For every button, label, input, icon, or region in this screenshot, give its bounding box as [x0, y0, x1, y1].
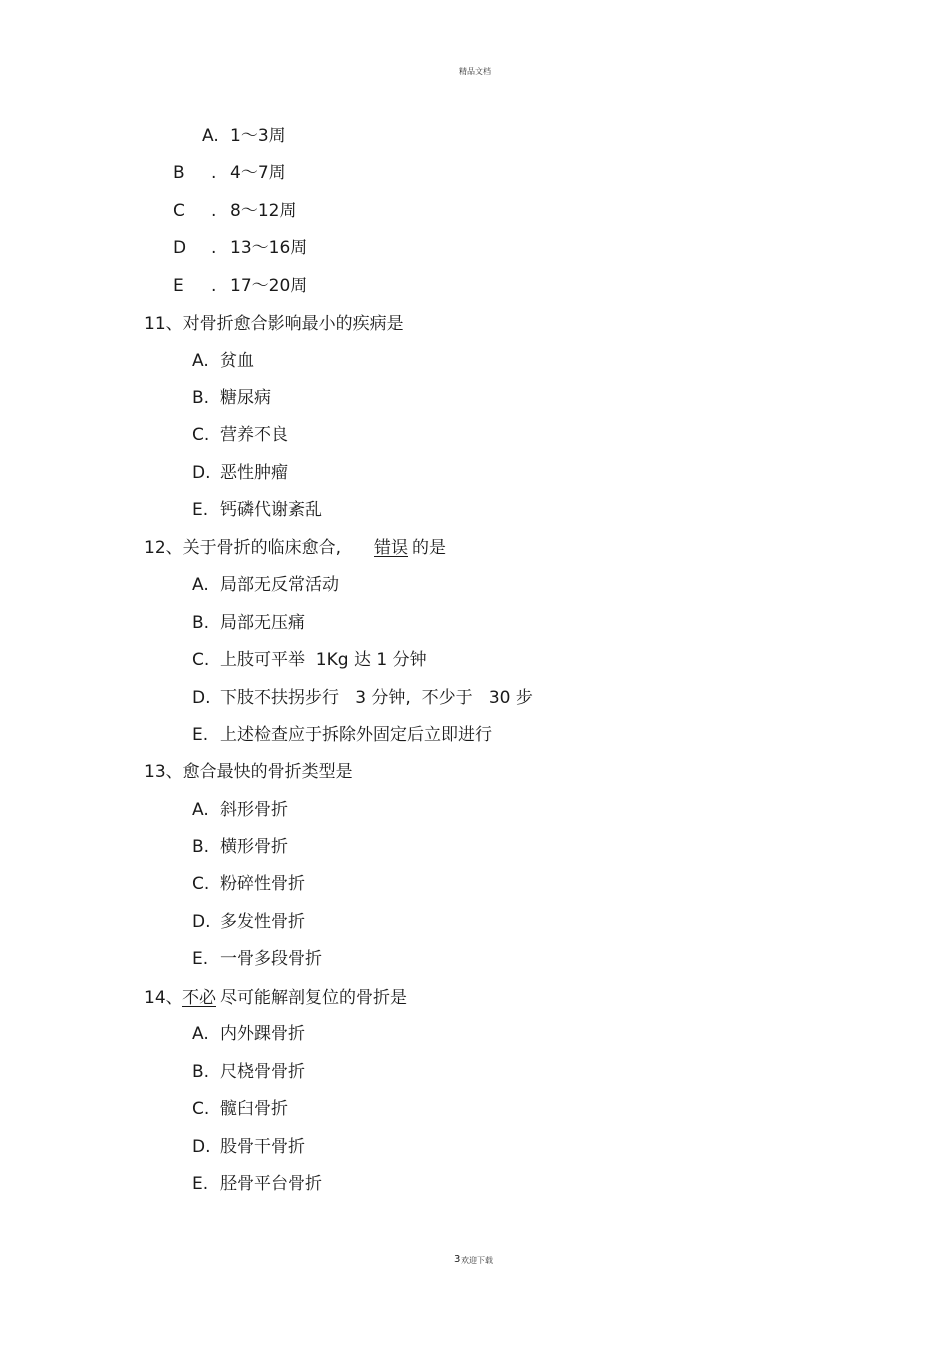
stem-text: 14、 — [144, 988, 183, 1008]
option-letter: C — [173, 201, 185, 221]
option-letter: C. — [192, 650, 210, 670]
option-letter: A. — [192, 351, 209, 371]
option-text: 下肢不扶拐步行 3 分钟, 不少于 30 步 — [220, 688, 533, 708]
option-text: 上述检查应于拆除外固定后立即进行 — [220, 725, 492, 745]
option-text: 髋臼骨折 — [220, 1099, 288, 1119]
option-text: 内外踝骨折 — [220, 1024, 305, 1044]
option-text: 糖尿病 — [220, 388, 271, 408]
option-text: 胫骨平台骨折 — [220, 1174, 322, 1194]
option-letter: B. — [192, 613, 210, 633]
option-text: 贫血 — [220, 351, 254, 371]
option-letter: B. — [192, 1062, 210, 1082]
option-text: 4～7周 — [230, 163, 286, 183]
option-dot: . — [211, 163, 217, 183]
stem-emphasis: 错误 — [374, 538, 408, 558]
option-letter: C. — [192, 874, 210, 894]
page-number: 3 — [454, 1254, 461, 1265]
option-text: 多发性骨折 — [220, 912, 305, 932]
option-text: 恶性肿瘤 — [220, 463, 288, 483]
option-letter: D. — [192, 1137, 211, 1157]
option-dot: . — [211, 238, 217, 258]
option-text: 股骨干骨折 — [220, 1137, 305, 1157]
option-letter: D — [173, 238, 187, 258]
option-letter: B. — [192, 388, 210, 408]
option-letter: C. — [192, 425, 210, 445]
option-letter: B — [173, 163, 185, 183]
option-dot: . — [211, 276, 217, 296]
option-text: 1～3周 — [230, 126, 286, 146]
option-text: 斜形骨折 — [220, 800, 288, 820]
option-letter: D. — [192, 688, 211, 708]
q11-stem: 11、对骨折愈合影响最小的疾病是 — [144, 314, 404, 334]
option-letter: D. — [192, 463, 211, 483]
option-text: 局部无压痛 — [220, 613, 305, 633]
option-text: 营养不良 — [220, 425, 288, 445]
option-text: 上肢可平举 1Kg 达 1 分钟 — [220, 650, 427, 670]
footer-text: 欢迎下载 — [461, 1256, 493, 1265]
option-text: 钙磷代谢紊乱 — [220, 500, 322, 520]
stem-text: 的是 — [412, 538, 446, 558]
option-letter: A. — [192, 800, 209, 820]
option-text: 局部无反常活动 — [220, 575, 339, 595]
option-text: 17～20周 — [230, 276, 308, 296]
page-header: 精品文档 — [459, 67, 491, 76]
option-text: 一骨多段骨折 — [220, 949, 322, 969]
option-letter: A. — [202, 126, 219, 146]
option-dot: . — [211, 201, 217, 221]
option-letter: A. — [192, 1024, 209, 1044]
option-letter: E. — [192, 725, 209, 745]
q13-stem: 13、愈合最快的骨折类型是 — [144, 762, 353, 782]
option-text: 8～12周 — [230, 201, 297, 221]
option-text: 13～16周 — [230, 238, 308, 258]
option-letter: E. — [192, 949, 209, 969]
option-letter: E — [173, 276, 184, 296]
option-letter: C. — [192, 1099, 210, 1119]
option-text: 横形骨折 — [220, 837, 288, 857]
option-letter: B. — [192, 837, 210, 857]
option-letter: A. — [192, 575, 209, 595]
option-letter: D. — [192, 912, 211, 932]
option-text: 粉碎性骨折 — [220, 874, 305, 894]
option-letter: E. — [192, 500, 209, 520]
option-letter: E. — [192, 1174, 209, 1194]
stem-text: 12、关于骨折的临床愈合, — [144, 538, 342, 558]
option-text: 尺桡骨骨折 — [220, 1062, 305, 1082]
stem-text: 尽可能解剖复位的骨折是 — [220, 988, 407, 1008]
stem-emphasis: 不必 — [182, 988, 216, 1008]
